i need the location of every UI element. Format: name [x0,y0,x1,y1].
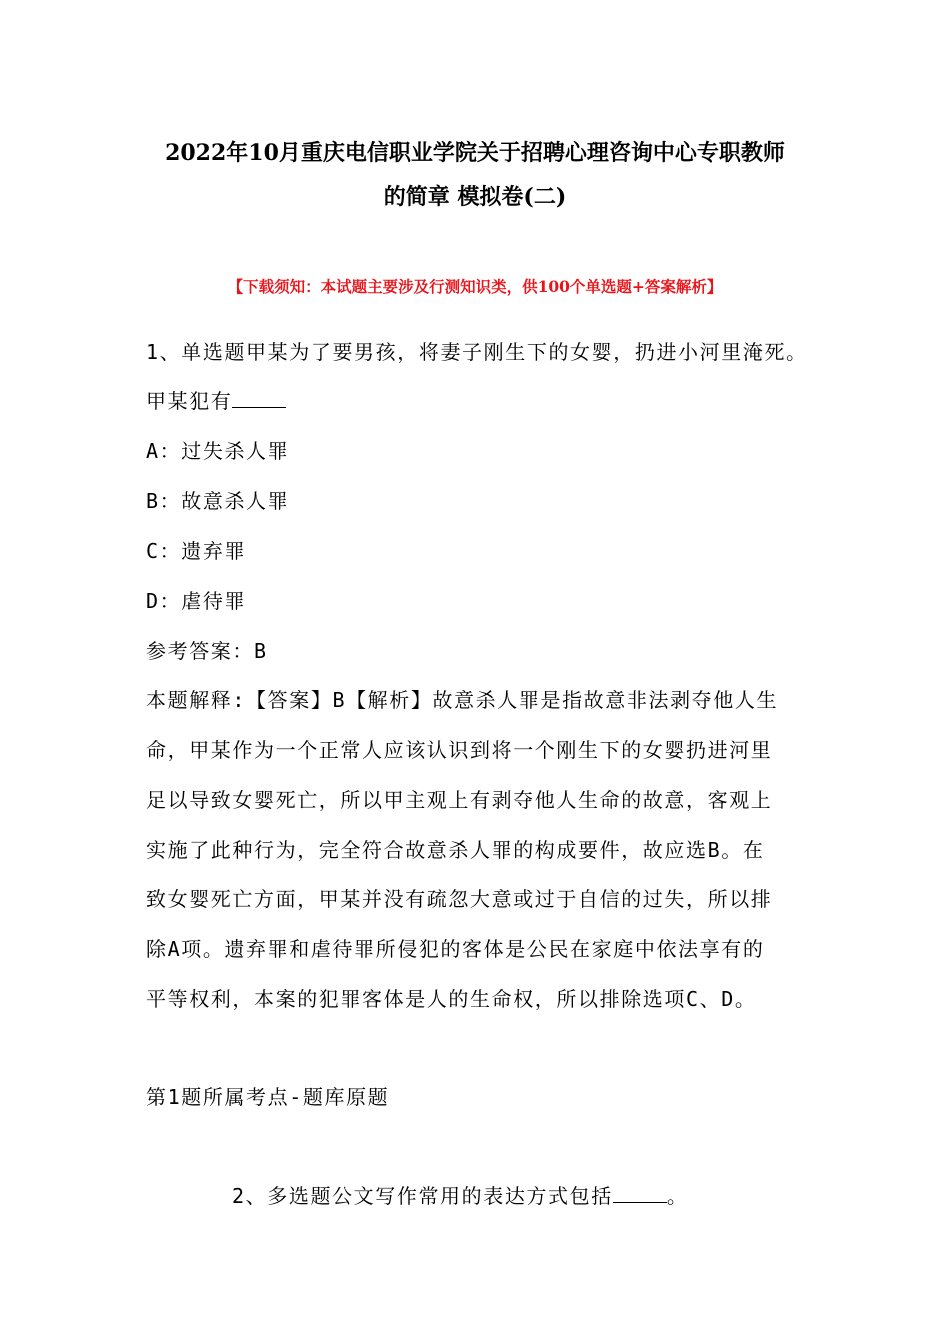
document-title-line-2: 的简章 模拟卷(二) [383,184,567,210]
question-1-option-d: D：虐待罪 [146,589,247,613]
question-2-stem-end: 。 [666,1184,689,1208]
answer-blank [613,1184,667,1203]
question-1-stem-text: 甲某犯有 [146,389,233,413]
question-1-explanation-line: 实施了此种行为，完全符合故意杀人罪的构成要件，故应选B。在 [146,838,765,862]
question-1-option-c: C：遗弃罪 [146,539,247,563]
answer-blank [232,389,286,408]
question-1-explanation-line: 足以导致女婴死亡，所以甲主观上有剥夺他人生命的故意，客观上 [146,788,773,812]
question-1-stem-line-1: 1、单选题甲某为了要男孩，将妻子刚生下的女婴，扔进小河里淹死。 [146,340,808,364]
question-1-explanation-line: 命，甲某作为一个正常人应该认识到将一个刚生下的女婴扔进河里 [146,738,773,762]
question-1-exam-point: 第1题所属考点-题库原题 [146,1085,390,1109]
question-1-explanation-line: 平等权利，本案的犯罪客体是人的生命权，所以排除选项C、D。 [146,987,757,1011]
question-1-explanation-line: 致女婴死亡方面，甲某并没有疏忽大意或过于自信的过失，所以排 [146,887,773,911]
question-2-stem [232,1181,688,1211]
question-1-explanation-line: 本题解释:【答案】B【解析】故意杀人罪是指故意非法剥夺他人生 [146,688,779,712]
question-1-option-a: A：过失杀人罪 [146,439,290,463]
question-1-stem-line-2 [146,386,286,416]
question-2-stem-text: 2、多选题公文写作常用的表达方式包括 [232,1184,613,1208]
download-notice: 【下载须知：本试题主要涉及行测知识类，供100个单选题+答案解析】 [227,277,723,296]
question-1-answer: 参考答案：B [146,639,268,663]
question-1-option-b: B：故意杀人罪 [146,489,290,513]
document-title-line-1: 2022年10月重庆电信职业学院关于招聘心理咨询中心专职教师 [165,140,785,166]
question-1-explanation-line: 除A项。遗弃罪和虐待罪所侵犯的客体是公民在家庭中依法享有的 [146,937,765,961]
